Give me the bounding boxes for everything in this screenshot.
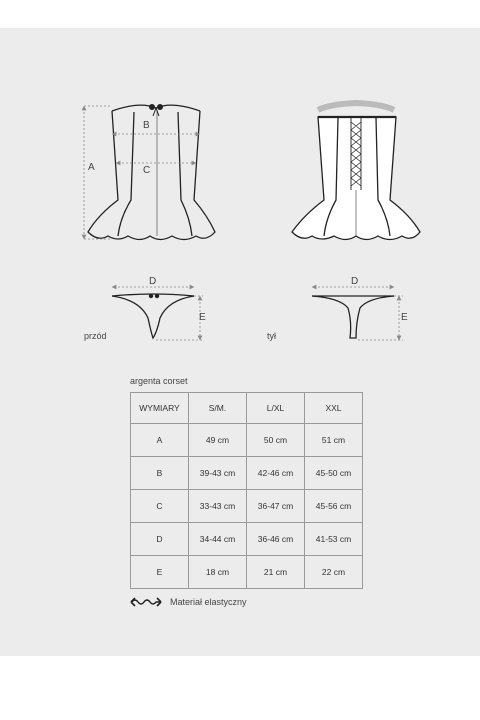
label-e-front: E bbox=[199, 312, 206, 323]
label-e-back: E bbox=[401, 312, 408, 323]
table-cell: 33-43 cm bbox=[189, 490, 247, 523]
table-cell: E bbox=[131, 556, 189, 589]
header-cell: WYMIARY bbox=[131, 393, 189, 424]
table-cell: 45-56 cm bbox=[305, 490, 363, 523]
table-cell: 36-46 cm bbox=[247, 523, 305, 556]
table-cell: 39-43 cm bbox=[189, 457, 247, 490]
label-d-front: D bbox=[149, 276, 157, 287]
measure-lines-front bbox=[84, 106, 198, 239]
size-table bbox=[130, 392, 363, 589]
table-header-row bbox=[131, 393, 363, 424]
legend bbox=[130, 597, 247, 607]
bow-icon bbox=[149, 104, 163, 116]
label-b: B bbox=[143, 120, 150, 131]
corset-back-drawing bbox=[292, 103, 420, 240]
header-cell: L/XL bbox=[247, 393, 305, 424]
table-cell: 50 cm bbox=[247, 424, 305, 457]
table-cell: 49 cm bbox=[189, 424, 247, 457]
table-cell: B bbox=[131, 457, 189, 490]
back-view-label: tył bbox=[267, 331, 276, 341]
table-caption: argenta corset bbox=[130, 376, 188, 386]
elastic-arrow-icon bbox=[130, 597, 162, 607]
label-d-back: D bbox=[351, 276, 359, 287]
table-row bbox=[131, 424, 363, 457]
table-cell: 42-46 cm bbox=[247, 457, 305, 490]
table-cell: 41-53 cm bbox=[305, 523, 363, 556]
table-cell: 36-47 cm bbox=[247, 490, 305, 523]
table-cell: A bbox=[131, 424, 189, 457]
table-cell: 22 cm bbox=[305, 556, 363, 589]
table-row bbox=[131, 490, 363, 523]
thong-back-drawing bbox=[312, 296, 394, 338]
table-row bbox=[131, 523, 363, 556]
front-view-label: przód bbox=[84, 331, 107, 341]
legend-text: Materiał elastyczny bbox=[170, 597, 247, 607]
table-cell: 45-50 cm bbox=[305, 457, 363, 490]
table-cell: 34-44 cm bbox=[189, 523, 247, 556]
table-row bbox=[131, 457, 363, 490]
label-a: A bbox=[88, 162, 95, 173]
label-c: C bbox=[143, 165, 151, 176]
table-cell: D bbox=[131, 523, 189, 556]
corset-front-drawing bbox=[88, 105, 215, 239]
table-cell: 51 cm bbox=[305, 424, 363, 457]
thong-front-drawing bbox=[112, 294, 194, 338]
header-cell: S/M. bbox=[189, 393, 247, 424]
header-cell: XXL bbox=[305, 393, 363, 424]
table-row bbox=[131, 556, 363, 589]
table-cell: 18 cm bbox=[189, 556, 247, 589]
table-cell: C bbox=[131, 490, 189, 523]
table-cell: 21 cm bbox=[247, 556, 305, 589]
